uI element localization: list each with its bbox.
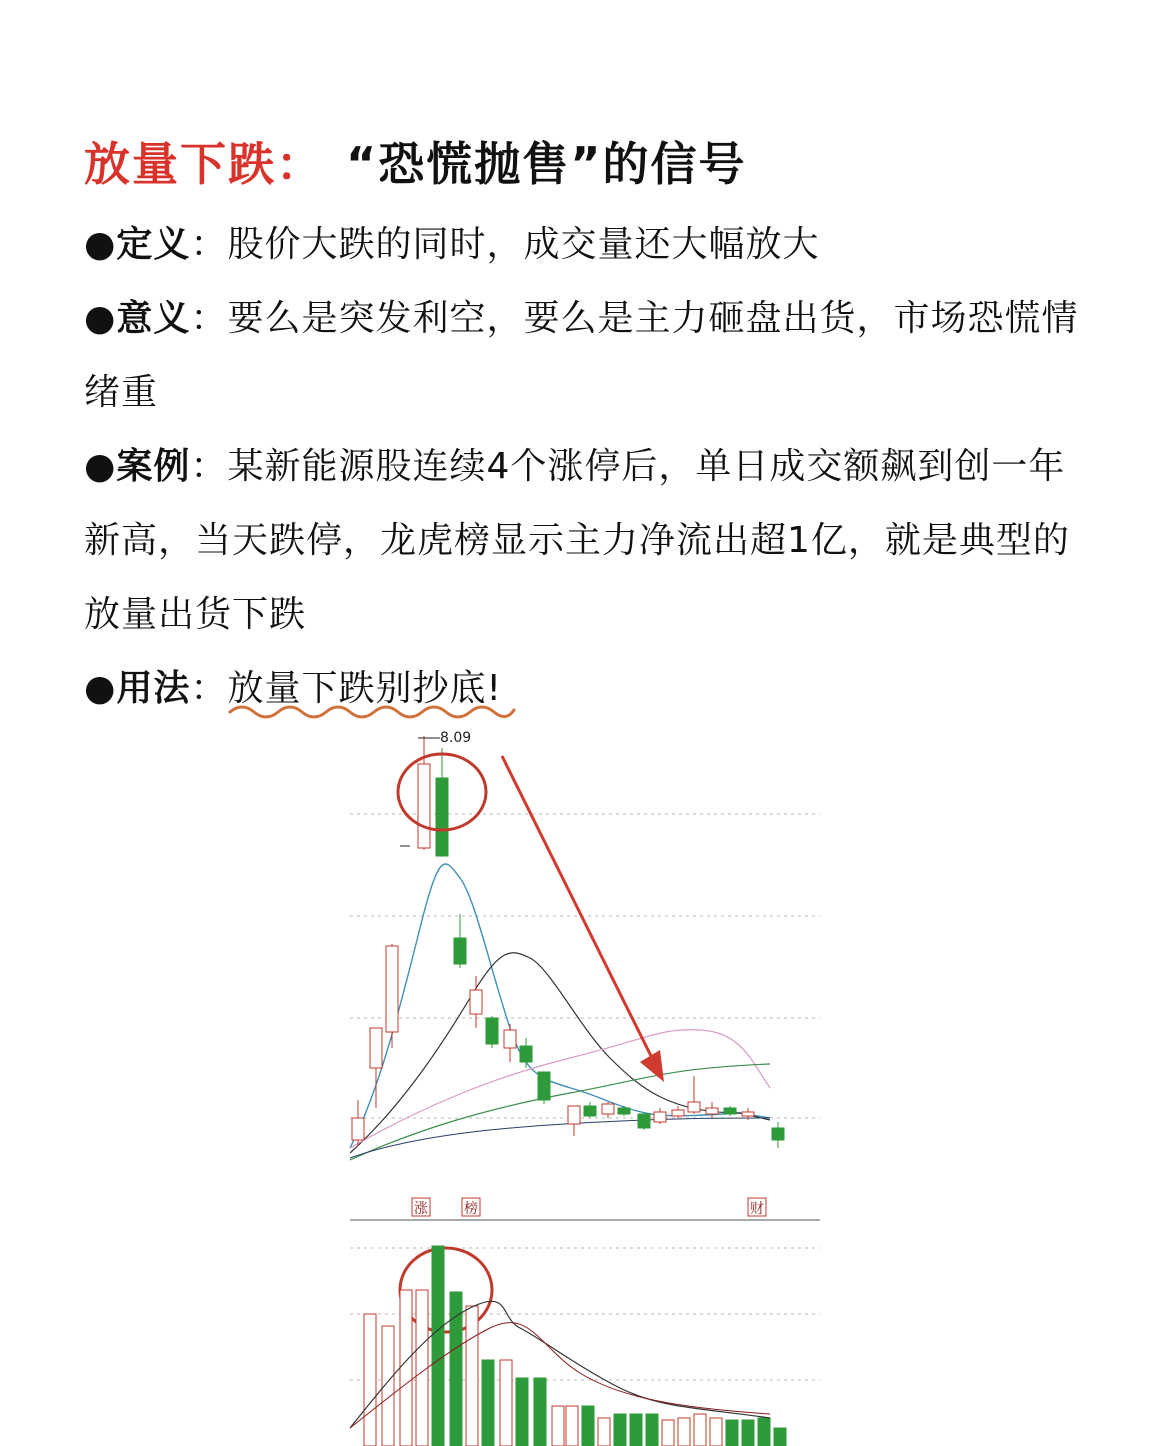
item-text: 要么是突发利空，要么是主力砸盘出货，市场恐慌情绪重 <box>84 298 1079 413</box>
volume-bar <box>534 1378 546 1446</box>
volume-bar <box>582 1406 594 1446</box>
bullet: ● <box>84 224 117 265</box>
candle-body <box>470 990 482 1014</box>
candle-body <box>584 1106 596 1116</box>
volume-bar <box>742 1420 754 1446</box>
candle-body <box>772 1128 784 1140</box>
volume-bar <box>614 1414 626 1446</box>
candle-body <box>538 1072 550 1100</box>
candle-body <box>386 946 398 1032</box>
marker-bang: 榜 <box>464 1201 478 1217</box>
volume-bar <box>598 1418 610 1446</box>
volume-bar <box>552 1406 564 1446</box>
candle-body <box>454 938 466 964</box>
volume-bar <box>466 1306 478 1446</box>
title-highlight: 放量下跌： <box>84 137 324 191</box>
item-text: 放量下跌别抄底! <box>227 668 502 709</box>
item-text: 股价大跌的同时，成交量还大幅放大 <box>227 224 820 265</box>
event-markers <box>412 1198 766 1217</box>
candle-body <box>706 1108 718 1114</box>
candle-body <box>672 1110 684 1116</box>
bullet: ● <box>84 298 117 339</box>
volume-bar <box>758 1418 770 1446</box>
volume-bar <box>482 1360 494 1446</box>
bullet: ● <box>84 446 117 487</box>
volume-bar <box>450 1292 462 1446</box>
colon: ： <box>190 668 228 709</box>
stock-kline-chart <box>340 728 840 1446</box>
candle-body <box>654 1112 666 1122</box>
marker-zhang: 涨 <box>414 1201 428 1217</box>
volume-bar <box>416 1290 428 1446</box>
volume-bar <box>566 1406 578 1446</box>
item-text: 某新能源股连续4个涨停后，单日成交额飙到创一年新高，当天跌停，龙虎榜显示主力净流出超1亿，就是典型的放量出货下跌 <box>84 446 1070 635</box>
volume-bar <box>662 1420 674 1446</box>
item-case <box>84 430 1094 652</box>
high-price-label: 8.09 <box>440 730 472 746</box>
candle-body <box>436 778 448 856</box>
candle-body <box>418 764 430 848</box>
volume-bar <box>678 1418 690 1446</box>
candle-body <box>618 1108 630 1114</box>
ma-pink-line <box>350 1030 770 1148</box>
moving-average-lines <box>350 864 770 1160</box>
volume-bar <box>710 1418 722 1446</box>
candle-body <box>568 1106 580 1124</box>
volume-bar <box>726 1420 738 1446</box>
candle-body <box>724 1108 736 1114</box>
item-meaning <box>84 282 1094 430</box>
trend-arrow <box>502 756 664 1082</box>
page-title <box>84 128 746 194</box>
volume-bars <box>364 1246 786 1446</box>
item-label: 案例 <box>116 446 191 487</box>
candle-body <box>370 1028 382 1068</box>
item-label: 用法 <box>116 668 191 709</box>
candle-body <box>352 1118 364 1140</box>
colon: ： <box>190 224 228 265</box>
ma-blue-line <box>350 864 770 1148</box>
item-label: 意义 <box>116 298 191 339</box>
volume-bar <box>694 1414 706 1446</box>
ma-dark-line <box>350 953 770 1153</box>
volume-bar <box>774 1428 786 1446</box>
volume-bar <box>400 1290 412 1446</box>
candle-body <box>504 1030 516 1048</box>
bullet: ● <box>84 668 117 709</box>
volume-bar <box>646 1414 658 1446</box>
volume-bar <box>516 1378 528 1446</box>
volume-bar <box>630 1414 642 1446</box>
title-rest: “恐慌抛售”的信号 <box>346 137 747 191</box>
candle-body <box>602 1104 614 1114</box>
marker-cai: 财 <box>750 1201 764 1217</box>
candle-body <box>520 1046 532 1062</box>
colon: ： <box>190 298 228 339</box>
colon: ： <box>190 446 228 487</box>
volume-bar <box>432 1246 444 1446</box>
item-definition <box>84 208 1094 282</box>
candle-body <box>688 1102 700 1112</box>
volume-bar <box>364 1314 376 1446</box>
volume-bar <box>500 1360 512 1446</box>
candle-body <box>638 1114 650 1128</box>
wavy-underline <box>228 700 518 722</box>
candle-body <box>742 1112 754 1116</box>
item-label: 定义 <box>116 224 191 265</box>
candle-body <box>486 1018 498 1044</box>
ma-navy-line <box>350 1118 770 1158</box>
